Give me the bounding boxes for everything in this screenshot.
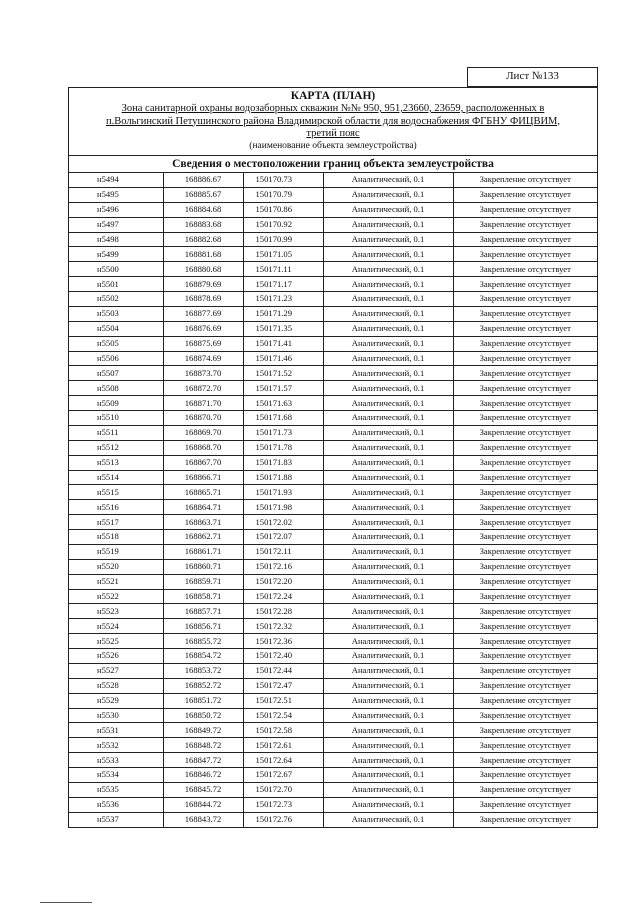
method-accuracy-cell: Аналитический, 0.1: [323, 173, 453, 188]
method-accuracy-cell: Аналитический, 0.1: [323, 797, 453, 812]
coord-x-cell: 168868.70: [163, 440, 243, 455]
object-name-line-2: п.Вольгинский Петушинского района Владимирской области для водоснабжения ФГБНУ ФИЦВИМ,: [106, 115, 560, 127]
method-accuracy-cell: Аналитический, 0.1: [323, 753, 453, 768]
method-accuracy-cell: Аналитический, 0.1: [323, 663, 453, 678]
coord-x-cell: 168875.69: [163, 336, 243, 351]
boundary-points-table: [69, 173, 597, 828]
method-accuracy-cell: Аналитический, 0.1: [323, 619, 453, 634]
method-accuracy-cell: Аналитический, 0.1: [323, 455, 453, 470]
coord-x-cell: 168878.69: [163, 292, 243, 307]
point-id-cell: н5533: [69, 753, 163, 768]
coord-y-cell: 150171.17: [243, 277, 323, 292]
coord-y-cell: 150172.32: [243, 619, 323, 634]
point-id-cell: н5504: [69, 321, 163, 336]
fixing-description-cell: Закрепление отсутствует: [453, 366, 597, 381]
point-id-cell: н5536: [69, 797, 163, 812]
coord-y-cell: 150172.02: [243, 515, 323, 530]
document-title: КАРТА (ПЛАН): [290, 90, 376, 102]
coord-x-cell: 168843.72: [163, 812, 243, 827]
point-id-cell: н5531: [69, 723, 163, 738]
fixing-description-cell: Закрепление отсутствует: [453, 277, 597, 292]
fixing-description-cell: Закрепление отсутствует: [453, 306, 597, 321]
point-id-cell: н5510: [69, 411, 163, 426]
table-row: [69, 187, 597, 202]
coord-x-cell: 168844.72: [163, 797, 243, 812]
table-row: [69, 470, 597, 485]
coord-y-cell: 150172.70: [243, 782, 323, 797]
coord-y-cell: 150171.46: [243, 351, 323, 366]
coord-x-cell: 168855.72: [163, 634, 243, 649]
table-row: [69, 262, 597, 277]
table-row: [69, 604, 597, 619]
table-row: [69, 173, 597, 188]
object-name-line-3: третий пояс: [306, 128, 360, 139]
table-row: [69, 812, 597, 827]
point-id-cell: н5529: [69, 693, 163, 708]
fixing-description-cell: Закрепление отсутствует: [453, 247, 597, 262]
coord-y-cell: 150171.29: [243, 306, 323, 321]
method-accuracy-cell: Аналитический, 0.1: [323, 366, 453, 381]
table-row: [69, 396, 597, 411]
method-accuracy-cell: Аналитический, 0.1: [323, 262, 453, 277]
table-row: [69, 381, 597, 396]
coord-y-cell: 150172.67: [243, 768, 323, 783]
fixing-description-cell: Закрепление отсутствует: [453, 738, 597, 753]
coord-y-cell: 150171.63: [243, 396, 323, 411]
method-accuracy-cell: Аналитический, 0.1: [323, 306, 453, 321]
coord-x-cell: 168885.67: [163, 187, 243, 202]
point-id-cell: н5505: [69, 336, 163, 351]
coord-y-cell: 150172.47: [243, 678, 323, 693]
coord-x-cell: 168881.68: [163, 247, 243, 262]
method-accuracy-cell: Аналитический, 0.1: [323, 678, 453, 693]
coord-x-cell: 168854.72: [163, 649, 243, 664]
point-id-cell: н5503: [69, 306, 163, 321]
coord-y-cell: 150172.07: [243, 530, 323, 545]
table-row: [69, 708, 597, 723]
fixing-description-cell: Закрепление отсутствует: [453, 232, 597, 247]
method-accuracy-cell: Аналитический, 0.1: [323, 768, 453, 783]
object-name-line-1: Зона санитарной охраны водозаборных скважин №№ 950, 951,23660, 23659, расположенных в: [121, 103, 545, 114]
point-id-cell: н5523: [69, 604, 163, 619]
point-id-cell: н5524: [69, 619, 163, 634]
table-row: [69, 455, 597, 470]
table-row: [69, 797, 597, 812]
coord-y-cell: 150172.20: [243, 574, 323, 589]
point-id-cell: н5502: [69, 292, 163, 307]
method-accuracy-cell: Аналитический, 0.1: [323, 187, 453, 202]
method-accuracy-cell: Аналитический, 0.1: [323, 693, 453, 708]
coord-x-cell: 168876.69: [163, 321, 243, 336]
fixing-description-cell: Закрепление отсутствует: [453, 381, 597, 396]
coord-y-cell: 150170.86: [243, 202, 323, 217]
point-id-cell: н5501: [69, 277, 163, 292]
coord-x-cell: 168880.68: [163, 262, 243, 277]
coord-x-cell: 168871.70: [163, 396, 243, 411]
method-accuracy-cell: Аналитический, 0.1: [323, 396, 453, 411]
coord-y-cell: 150171.93: [243, 485, 323, 500]
coord-x-cell: 168866.71: [163, 470, 243, 485]
coord-y-cell: 150171.52: [243, 366, 323, 381]
method-accuracy-cell: Аналитический, 0.1: [323, 321, 453, 336]
table-row: [69, 589, 597, 604]
method-accuracy-cell: Аналитический, 0.1: [323, 559, 453, 574]
footnote-divider: [40, 902, 92, 903]
coord-x-cell: 168862.71: [163, 530, 243, 545]
table-row: [69, 202, 597, 217]
table-row: [69, 530, 597, 545]
point-id-cell: н5499: [69, 247, 163, 262]
table-row: [69, 351, 597, 366]
coord-y-cell: 150170.99: [243, 232, 323, 247]
table-row: [69, 292, 597, 307]
coord-x-cell: 168853.72: [163, 663, 243, 678]
fixing-description-cell: Закрепление отсутствует: [453, 797, 597, 812]
point-id-cell: н5509: [69, 396, 163, 411]
method-accuracy-cell: Аналитический, 0.1: [323, 649, 453, 664]
coord-x-cell: 168845.72: [163, 782, 243, 797]
table-row: [69, 768, 597, 783]
document-header: [69, 88, 597, 156]
table-row: [69, 782, 597, 797]
sheet-number: Лист №133: [506, 70, 559, 82]
coord-x-cell: 168882.68: [163, 232, 243, 247]
coord-x-cell: 168860.71: [163, 559, 243, 574]
point-id-cell: н5500: [69, 262, 163, 277]
fixing-description-cell: Закрепление отсутствует: [453, 500, 597, 515]
fixing-description-cell: Закрепление отсутствует: [453, 351, 597, 366]
fixing-description-cell: Закрепление отсутствует: [453, 812, 597, 827]
point-id-cell: н5520: [69, 559, 163, 574]
coord-y-cell: 150171.23: [243, 292, 323, 307]
coord-y-cell: 150172.16: [243, 559, 323, 574]
table-row: [69, 500, 597, 515]
coord-y-cell: 150172.64: [243, 753, 323, 768]
fixing-description-cell: Закрепление отсутствует: [453, 530, 597, 545]
fixing-description-cell: Закрепление отсутствует: [453, 455, 597, 470]
point-id-cell: н5513: [69, 455, 163, 470]
table-row: [69, 366, 597, 381]
table-row: [69, 425, 597, 440]
fixing-description-cell: Закрепление отсутствует: [453, 753, 597, 768]
fixing-description-cell: Закрепление отсутствует: [453, 619, 597, 634]
fixing-description-cell: Закрепление отсутствует: [453, 321, 597, 336]
fixing-description-cell: Закрепление отсутствует: [453, 589, 597, 604]
point-id-cell: н5527: [69, 663, 163, 678]
coord-x-cell: 168869.70: [163, 425, 243, 440]
fixing-description-cell: Закрепление отсутствует: [453, 723, 597, 738]
method-accuracy-cell: Аналитический, 0.1: [323, 530, 453, 545]
coord-x-cell: 168861.71: [163, 544, 243, 559]
table-row: [69, 693, 597, 708]
method-accuracy-cell: Аналитический, 0.1: [323, 292, 453, 307]
table-row: [69, 649, 597, 664]
coord-x-cell: 168864.71: [163, 500, 243, 515]
fixing-description-cell: Закрепление отсутствует: [453, 559, 597, 574]
point-id-cell: н5508: [69, 381, 163, 396]
point-id-cell: н5530: [69, 708, 163, 723]
coord-y-cell: 150172.36: [243, 634, 323, 649]
table-row: [69, 574, 597, 589]
coord-x-cell: 168850.72: [163, 708, 243, 723]
point-id-cell: н5532: [69, 738, 163, 753]
point-id-cell: н5522: [69, 589, 163, 604]
method-accuracy-cell: Аналитический, 0.1: [323, 589, 453, 604]
point-id-cell: н5535: [69, 782, 163, 797]
fixing-description-cell: Закрепление отсутствует: [453, 678, 597, 693]
coord-x-cell: 168884.68: [163, 202, 243, 217]
fixing-description-cell: Закрепление отсутствует: [453, 411, 597, 426]
fixing-description-cell: Закрепление отсутствует: [453, 440, 597, 455]
fixing-description-cell: Закрепление отсутствует: [453, 604, 597, 619]
method-accuracy-cell: Аналитический, 0.1: [323, 425, 453, 440]
method-accuracy-cell: Аналитический, 0.1: [323, 336, 453, 351]
coord-x-cell: 168870.70: [163, 411, 243, 426]
point-id-cell: н5498: [69, 232, 163, 247]
point-id-cell: н5521: [69, 574, 163, 589]
object-name-caption: (наименование объекта землеустройства): [249, 140, 417, 151]
coord-x-cell: 168867.70: [163, 455, 243, 470]
coord-y-cell: 150171.57: [243, 381, 323, 396]
method-accuracy-cell: Аналитический, 0.1: [323, 411, 453, 426]
method-accuracy-cell: Аналитический, 0.1: [323, 723, 453, 738]
table-row: [69, 723, 597, 738]
coord-y-cell: 150172.11: [243, 544, 323, 559]
fixing-description-cell: Закрепление отсутствует: [453, 634, 597, 649]
coord-y-cell: 150172.28: [243, 604, 323, 619]
fixing-description-cell: Закрепление отсутствует: [453, 782, 597, 797]
method-accuracy-cell: Аналитический, 0.1: [323, 812, 453, 827]
coord-y-cell: 150171.98: [243, 500, 323, 515]
coord-y-cell: 150172.61: [243, 738, 323, 753]
coord-x-cell: 168873.70: [163, 366, 243, 381]
coord-x-cell: 168863.71: [163, 515, 243, 530]
method-accuracy-cell: Аналитический, 0.1: [323, 544, 453, 559]
fixing-description-cell: Закрепление отсутствует: [453, 574, 597, 589]
fixing-description-cell: Закрепление отсутствует: [453, 768, 597, 783]
point-id-cell: н5519: [69, 544, 163, 559]
point-id-cell: н5511: [69, 425, 163, 440]
method-accuracy-cell: Аналитический, 0.1: [323, 470, 453, 485]
point-id-cell: н5525: [69, 634, 163, 649]
table-row: [69, 663, 597, 678]
fixing-description-cell: Закрепление отсутствует: [453, 515, 597, 530]
coord-y-cell: 150171.78: [243, 440, 323, 455]
method-accuracy-cell: Аналитический, 0.1: [323, 247, 453, 262]
method-accuracy-cell: Аналитический, 0.1: [323, 604, 453, 619]
method-accuracy-cell: Аналитический, 0.1: [323, 708, 453, 723]
fixing-description-cell: Закрепление отсутствует: [453, 708, 597, 723]
table-row: [69, 411, 597, 426]
table-row: [69, 738, 597, 753]
coord-x-cell: 168846.72: [163, 768, 243, 783]
fixing-description-cell: Закрепление отсутствует: [453, 485, 597, 500]
coord-x-cell: 168848.72: [163, 738, 243, 753]
fixing-description-cell: Закрепление отсутствует: [453, 173, 597, 188]
method-accuracy-cell: Аналитический, 0.1: [323, 515, 453, 530]
fixing-description-cell: Закрепление отсутствует: [453, 693, 597, 708]
coord-x-cell: 168886.67: [163, 173, 243, 188]
coord-y-cell: 150172.51: [243, 693, 323, 708]
coord-y-cell: 150172.76: [243, 812, 323, 827]
coord-x-cell: 168883.68: [163, 217, 243, 232]
method-accuracy-cell: Аналитический, 0.1: [323, 634, 453, 649]
point-id-cell: н5518: [69, 530, 163, 545]
coord-y-cell: 150170.79: [243, 187, 323, 202]
point-id-cell: н5495: [69, 187, 163, 202]
table-row: [69, 217, 597, 232]
coord-y-cell: 150172.24: [243, 589, 323, 604]
coord-x-cell: 168859.71: [163, 574, 243, 589]
method-accuracy-cell: Аналитический, 0.1: [323, 440, 453, 455]
point-id-cell: н5494: [69, 173, 163, 188]
method-accuracy-cell: Аналитический, 0.1: [323, 232, 453, 247]
fixing-description-cell: Закрепление отсутствует: [453, 217, 597, 232]
point-id-cell: н5507: [69, 366, 163, 381]
fixing-description-cell: Закрепление отсутствует: [453, 336, 597, 351]
point-id-cell: н5514: [69, 470, 163, 485]
table-row: [69, 544, 597, 559]
coord-x-cell: 168872.70: [163, 381, 243, 396]
document-frame: [68, 87, 598, 828]
table-row: [69, 678, 597, 693]
coord-x-cell: 168856.71: [163, 619, 243, 634]
coord-x-cell: 168879.69: [163, 277, 243, 292]
coord-x-cell: 168874.69: [163, 351, 243, 366]
fixing-description-cell: Закрепление отсутствует: [453, 544, 597, 559]
coord-y-cell: 150170.92: [243, 217, 323, 232]
method-accuracy-cell: Аналитический, 0.1: [323, 381, 453, 396]
table-row: [69, 321, 597, 336]
table-row: [69, 619, 597, 634]
table-row: [69, 559, 597, 574]
point-id-cell: н5537: [69, 812, 163, 827]
table-row: [69, 247, 597, 262]
method-accuracy-cell: Аналитический, 0.1: [323, 738, 453, 753]
table-row: [69, 277, 597, 292]
point-id-cell: н5515: [69, 485, 163, 500]
method-accuracy-cell: Аналитический, 0.1: [323, 351, 453, 366]
point-id-cell: н5534: [69, 768, 163, 783]
table-row: [69, 485, 597, 500]
coord-y-cell: 150171.68: [243, 411, 323, 426]
coord-y-cell: 150172.44: [243, 663, 323, 678]
point-id-cell: н5528: [69, 678, 163, 693]
fixing-description-cell: Закрепление отсутствует: [453, 396, 597, 411]
table-row: [69, 753, 597, 768]
coord-y-cell: 150171.35: [243, 321, 323, 336]
method-accuracy-cell: Аналитический, 0.1: [323, 782, 453, 797]
method-accuracy-cell: Аналитический, 0.1: [323, 217, 453, 232]
coord-y-cell: 150172.54: [243, 708, 323, 723]
point-id-cell: н5506: [69, 351, 163, 366]
coord-x-cell: 168857.71: [163, 604, 243, 619]
point-id-cell: н5512: [69, 440, 163, 455]
fixing-description-cell: Закрепление отсутствует: [453, 649, 597, 664]
section-title: Сведения о местоположении границ объекта землеустройства: [69, 156, 597, 173]
coord-y-cell: 150171.05: [243, 247, 323, 262]
coord-y-cell: 150171.11: [243, 262, 323, 277]
table-row: [69, 634, 597, 649]
method-accuracy-cell: Аналитический, 0.1: [323, 202, 453, 217]
fixing-description-cell: Закрепление отсутствует: [453, 262, 597, 277]
coord-x-cell: 168858.71: [163, 589, 243, 604]
point-id-cell: н5517: [69, 515, 163, 530]
method-accuracy-cell: Аналитический, 0.1: [323, 277, 453, 292]
fixing-description-cell: Закрепление отсутствует: [453, 470, 597, 485]
table-row: [69, 306, 597, 321]
coord-y-cell: 150170.73: [243, 173, 323, 188]
table-row: [69, 515, 597, 530]
point-id-cell: н5516: [69, 500, 163, 515]
fixing-description-cell: Закрепление отсутствует: [453, 187, 597, 202]
coord-x-cell: 168847.72: [163, 753, 243, 768]
table-row: [69, 232, 597, 247]
coord-y-cell: 150172.73: [243, 797, 323, 812]
fixing-description-cell: Закрепление отсутствует: [453, 663, 597, 678]
point-id-cell: н5496: [69, 202, 163, 217]
point-id-cell: н5526: [69, 649, 163, 664]
coord-x-cell: 168877.69: [163, 306, 243, 321]
sheet-number-box: [467, 67, 598, 87]
coord-y-cell: 150171.41: [243, 336, 323, 351]
table-row: [69, 336, 597, 351]
method-accuracy-cell: Аналитический, 0.1: [323, 485, 453, 500]
coord-x-cell: 168852.72: [163, 678, 243, 693]
fixing-description-cell: Закрепление отсутствует: [453, 202, 597, 217]
fixing-description-cell: Закрепление отсутствует: [453, 425, 597, 440]
method-accuracy-cell: Аналитический, 0.1: [323, 500, 453, 515]
coord-y-cell: 150171.88: [243, 470, 323, 485]
table-row: [69, 440, 597, 455]
coord-y-cell: 150172.40: [243, 649, 323, 664]
method-accuracy-cell: Аналитический, 0.1: [323, 574, 453, 589]
coord-y-cell: 150171.83: [243, 455, 323, 470]
coord-x-cell: 168851.72: [163, 693, 243, 708]
point-id-cell: н5497: [69, 217, 163, 232]
fixing-description-cell: Закрепление отсутствует: [453, 292, 597, 307]
coord-y-cell: 150172.58: [243, 723, 323, 738]
coord-x-cell: 168849.72: [163, 723, 243, 738]
coord-x-cell: 168865.71: [163, 485, 243, 500]
coord-y-cell: 150171.73: [243, 425, 323, 440]
